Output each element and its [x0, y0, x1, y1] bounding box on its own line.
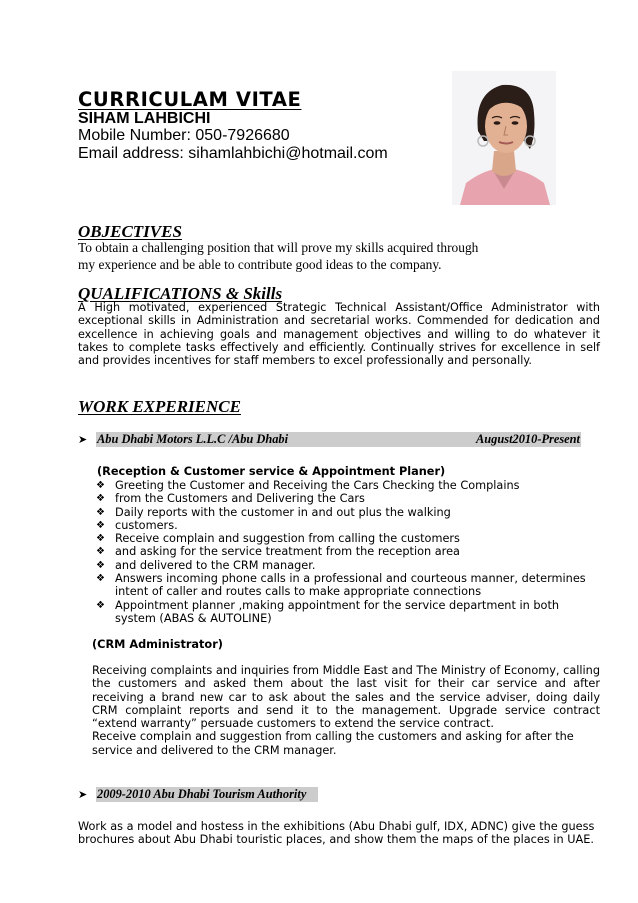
job-employer: Abu Dhabi Motors L.L.C /Abu Dhabi [97, 432, 289, 446]
duty-text: Daily reports with the customer in and out plus the walking [115, 505, 451, 519]
cv-title: CURRICULAM VITAE [78, 88, 302, 111]
diamond-bullet-icon: ❖ [96, 599, 105, 611]
duty-text: Receive complain and suggestion from calling the customers [115, 532, 460, 546]
duty-text: from the Customers and Delivering the Cars [115, 492, 365, 506]
diamond-bullet-icon: ❖ [96, 493, 105, 505]
duty-text: customers. [115, 518, 178, 532]
candidate-name: SIHAM LAHBICHI [78, 110, 211, 127]
profile-photo [452, 71, 556, 205]
list-item [96, 572, 602, 599]
diamond-bullet-icon: ❖ [96, 533, 105, 545]
objectives-text: To obtain a challenging position that will prove my skills acquired through my experience and be able to contribute good ideas to the company. [78, 240, 479, 272]
job-header [78, 432, 581, 447]
arrow-bullet-icon: ➤ [78, 787, 96, 802]
duty-text: and delivered to the CRM manager. [115, 558, 316, 572]
diamond-bullet-icon: ❖ [96, 480, 105, 491]
second-role-title: (CRM Administrator) [92, 638, 223, 651]
mobile-number: Mobile Number: 050-7926680 [78, 127, 290, 144]
list-item [96, 492, 602, 505]
list-item [96, 506, 602, 519]
crm-description [92, 664, 600, 757]
job-dates: August2010-Present [476, 432, 580, 446]
objectives-heading: OBJECTIVES [78, 222, 182, 241]
list-item [96, 545, 602, 558]
list-item [96, 559, 602, 572]
work-experience-heading: WORK EXPERIENCE [78, 397, 241, 416]
duty-text: Appointment planner ,making appointment for the service department in both system (ABAS & AUTOLINE) [115, 598, 560, 625]
duty-text: and asking for the service treatment from the reception area [115, 545, 460, 559]
list-item [96, 532, 602, 545]
duties-list [96, 479, 602, 625]
role-title: (Reception & Customer service & Appointment Planer) [97, 465, 446, 478]
diamond-bullet-icon: ❖ [96, 506, 105, 518]
qualifications-heading: QUALIFICATIONS & Skills [78, 284, 283, 303]
list-item [96, 479, 602, 492]
crm-paragraph: Receive complain and suggestion from calling the customers and asking for after the service and delivered to the CRM manager. [92, 730, 574, 757]
arrow-bullet-icon: ➤ [78, 432, 96, 447]
diamond-bullet-icon: ❖ [96, 519, 105, 531]
crm-paragraph: Receiving complaints and inquiries from Middle East and The Ministry of Economy, calling the customers and asked them about the last visit for their car service and after receiving a brand new car to ask about the sales and the service adviser, doing daily CRM complaint reports and send it to the management. Upgrade service contract “extend warranty” persuade customers to extend the service contract. [92, 664, 600, 731]
job-employer: 2009-2010 Abu Dhabi Tourism Authority [97, 787, 307, 801]
job-header [78, 787, 318, 802]
job-description: Work as a model and hostess in the exhibitions (Abu Dhabi gulf, IDX, ADNC) give the guess brochures about Abu Dhabi touristic places, and show them the maps of the places in UAE. [78, 820, 595, 847]
email-address: Email address: sihamlahbichi@hotmail.com [78, 145, 388, 162]
duty-text: Answers incoming phone calls in a professional and courteous manner, determines intent of caller and routes calls to make appropriate connections [115, 572, 586, 599]
list-item [96, 519, 602, 532]
diamond-bullet-icon: ❖ [96, 546, 105, 558]
qualifications-text: A High motivated, experienced Strategic Technical Assistant/Office Administrator with exceptional skills in Administration and secretarial works. Commended for dedication and excellence in achieving goals and management objectives and willing to do whatever it takes to complete tasks effectively and efficiently. Continually strives for excellence in self and provides incentives for staff members to excel professionally and personally. [78, 301, 600, 368]
duty-text: Greeting the Customer and Receiving the Cars Checking the Complains [115, 479, 520, 492]
diamond-bullet-icon: ❖ [96, 559, 105, 571]
diamond-bullet-icon: ❖ [96, 573, 105, 585]
list-item [96, 599, 602, 626]
